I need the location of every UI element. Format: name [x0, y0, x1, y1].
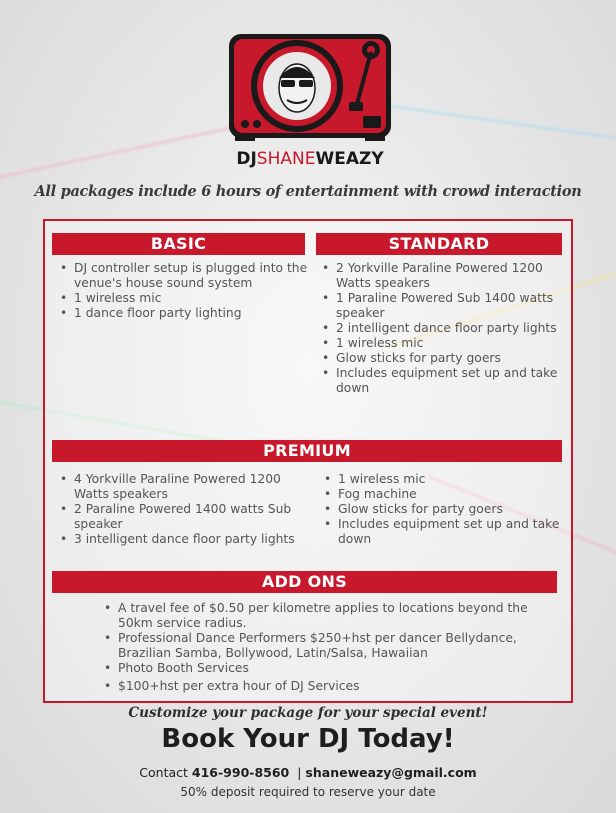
list-item: • 2 Yorkville Paraline Powered 1200 Watts speakers	[317, 261, 562, 291]
phone-link[interactable]: 416-990-8560	[191, 765, 290, 780]
list-item: • 1 wireless mic	[319, 472, 564, 487]
list-item: • $100+hst per extra hour of DJ Services	[99, 679, 539, 694]
basic-list	[55, 261, 310, 321]
list-item: • 1 wireless mic	[317, 336, 562, 351]
tagline: All packages include 6 hours of entertainment with crowd interaction	[34, 183, 582, 200]
list-item: • 1 wireless mic	[55, 291, 310, 306]
list-item: • Includes equipment set up and take down	[319, 517, 564, 547]
list-item: • 1 Paraline Powered Sub 1400 watts speaker	[317, 291, 562, 321]
contact-separator: |	[297, 765, 302, 780]
brand-shane: SHANE	[256, 149, 316, 169]
contact-line	[0, 765, 616, 780]
standard-list	[317, 261, 562, 396]
addons-header: ADD ONS	[52, 571, 557, 593]
list-item: • 2 intelligent dance floor party lights	[317, 321, 562, 336]
list-item: • 3 intelligent dance floor party lights	[55, 532, 310, 547]
list-item: • 2 Paraline Powered 1400 watts Sub speaker	[55, 502, 310, 532]
addons-list	[99, 601, 539, 694]
premium-header: PREMIUM	[52, 440, 562, 462]
list-item: • Fog machine	[319, 487, 564, 502]
contact-label: Contact	[139, 765, 188, 780]
basic-header: BASIC	[52, 233, 305, 255]
list-item: • 1 dance floor party lighting	[55, 306, 310, 321]
customize-note: Customize your package for your special event!	[128, 705, 488, 721]
deposit-note: 50% deposit required to reserve your date	[180, 785, 436, 799]
list-item: • A travel fee of $0.50 per kilometre applies to locations beyond the 50km service radius.	[99, 601, 539, 631]
list-item: • Glow sticks for party goers	[319, 502, 564, 517]
book-cta-heading: Book Your DJ Today!	[161, 724, 455, 754]
premium-list-left	[55, 472, 310, 547]
turntable-logo-icon	[225, 30, 395, 170]
list-item: • Includes equipment set up and take down	[317, 366, 562, 396]
list-item: • Professional Dance Performers $250+hst per dancer Bellydance, Brazilian Samba, Bollywood, Latin/Salsa, Hawaiian	[99, 631, 539, 661]
list-item: • Glow sticks for party goers	[317, 351, 562, 366]
svg-text:DJSHANEWEAZY	[236, 149, 384, 169]
list-item: • DJ controller setup is plugged into the venue's house sound system	[55, 261, 310, 291]
list-item: • Photo Booth Services	[99, 661, 539, 676]
standard-header: STANDARD	[316, 233, 562, 255]
brand-dj: DJ	[236, 149, 257, 169]
brand-weazy: WEAZY	[315, 149, 384, 169]
premium-list-right	[319, 472, 564, 547]
list-item: • 4 Yorkville Paraline Powered 1200 Watts speakers	[55, 472, 310, 502]
email-link[interactable]: shaneweazy@gmail.com	[305, 765, 477, 780]
